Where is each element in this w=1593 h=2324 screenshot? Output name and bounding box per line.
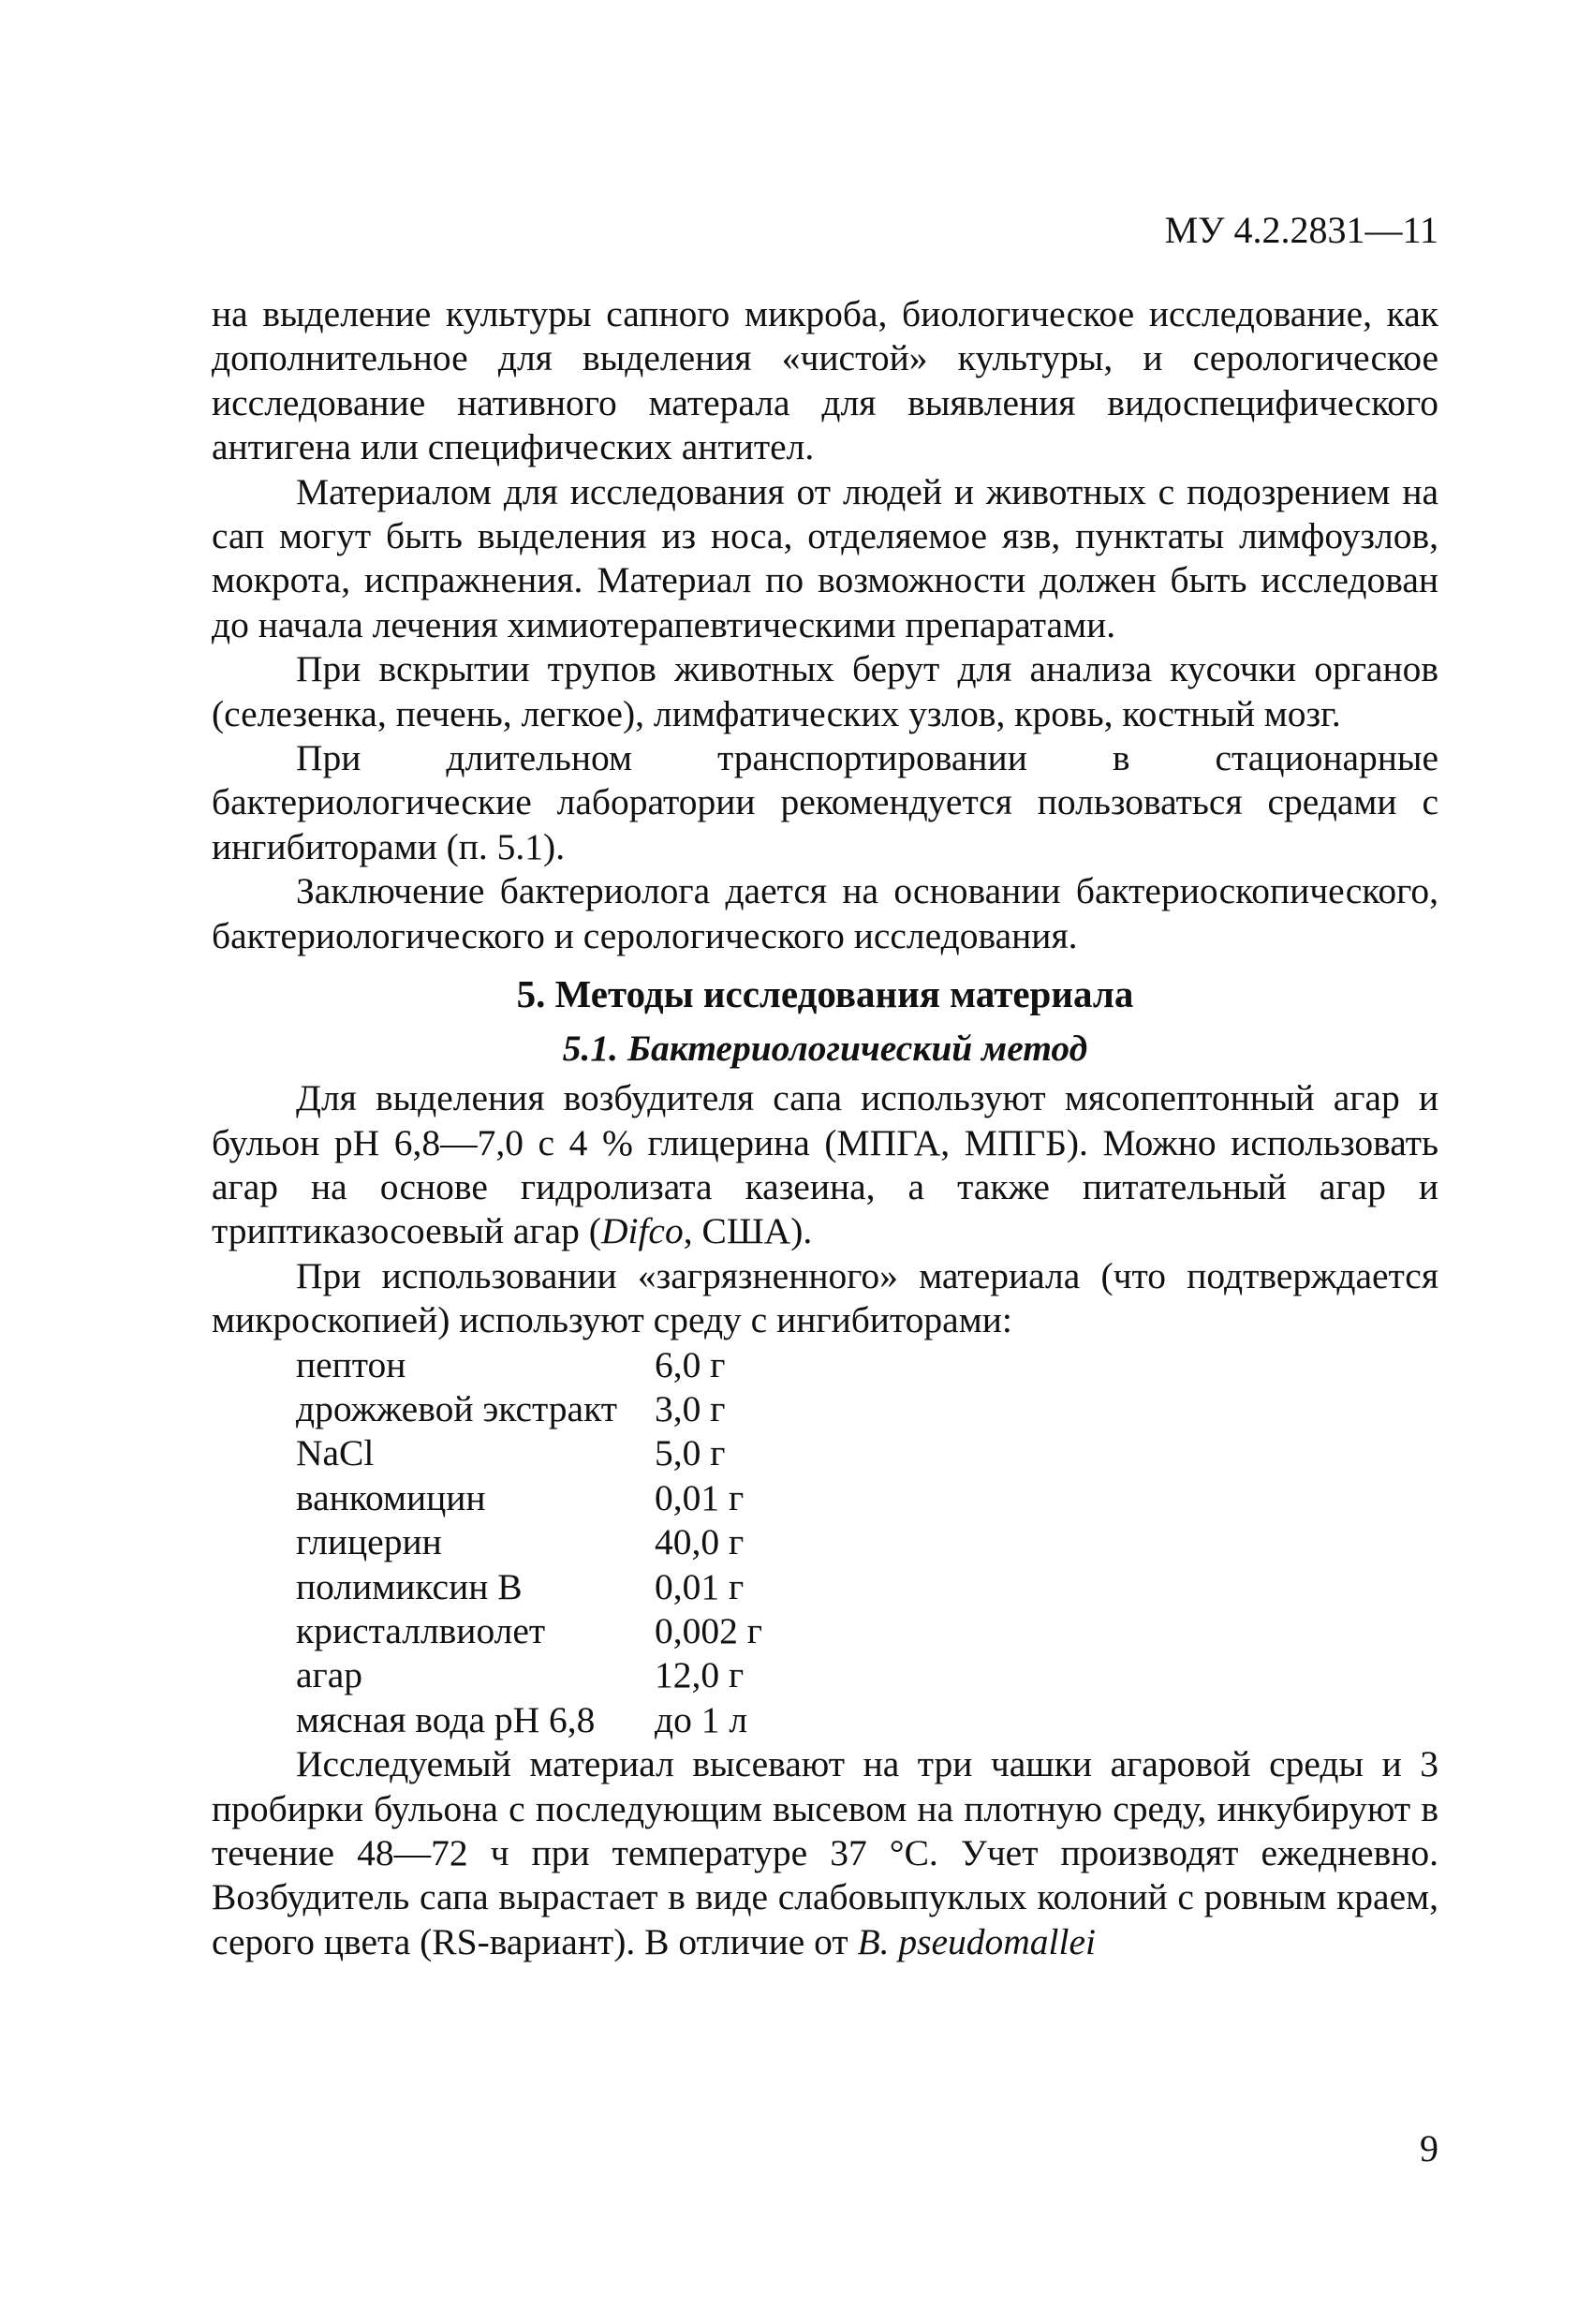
recipe-row [296,1520,762,1564]
paragraph-transport: При длительном транспортировании в стационарные бактериологические лаборатории рекомендуется пользоваться средами с ингибиторами (п. 5.1). [212,737,1438,867]
recipe-ingredient: полимиксин В [296,1565,523,1607]
media-text: Для выделения возбудителя сапа используют мясопептонный агар и бульон рН 6,8—7,0 с 4 % глицерина (МПГА, МПГБ). Можно использовать агар на основе гидролизата казеина, а также питательный агар и триптиказосоевый агар ( [212,1077,1438,1252]
recipe-ingredient: дрожжевой экстракт [296,1387,618,1429]
recipe-amount: 0,01 г [655,1476,745,1518]
recipe-table [296,1343,762,1743]
paragraph-autopsy: При вскрытии трупов животных берут для анализа кусочки органов (селезенка, печень, легкое), лимфатических узлов, кровь, костный мозг. [212,648,1438,734]
recipe-ingredient: мясная вода рН 6,8 [296,1698,596,1740]
species-name: B. pseudomallei [857,1920,1097,1962]
paragraph-inhibitors: При использовании «загрязненного» материала (что подтверждается микроскопией) используют среду с ингибиторами: [212,1254,1438,1341]
recipe-row [296,1698,762,1742]
recipe-ingredient: глицерин [296,1521,442,1563]
recipe-row [296,1653,762,1697]
recipe-row [296,1609,762,1653]
recipe-amount: 6,0 г [655,1343,726,1385]
recipe-ingredient: NaCl [296,1432,375,1474]
recipe-row [296,1343,762,1387]
recipe-ingredient: кристаллвиолет [296,1609,546,1651]
document-body [212,292,1438,1964]
inoculation-text: Исследуемый материал высевают на три чашки агаровой среды и 3 пробирки бульона с последующим высевом на плотную среду, инкубируют в течение 48—72 ч при температуре 37 °С. Учет производят ежедневно. Возбудитель сапа вырастает в виде слабовыпуклых колоний с ровным краем, серого цвета (RS-вариант). В отличие от [212,1743,1438,1962]
recipe-amount: до 1 л [655,1698,748,1740]
recipe-row [296,1476,762,1520]
recipe-row [296,1387,762,1431]
recipe-amount: 0,002 г [655,1609,762,1651]
paragraph-media [212,1076,1438,1254]
document-code-header: МУ 4.2.2831—11 [1164,209,1438,251]
paragraph-conclusion: Заключение бактериолога дается на основании бактериоскопического, бактериологического и серологического исследования. [212,870,1438,956]
subsection-heading: 5.1. Бактериологический метод [562,1028,1088,1070]
recipe-amount: 5,0 г [655,1432,726,1474]
document-page [212,0,1438,2324]
page-number: 9 [1420,2127,1438,2169]
recipe-ingredient: пептон [296,1343,406,1385]
recipe-amount: 12,0 г [655,1654,745,1696]
recipe-ingredient: ванкомицин [296,1476,486,1518]
paragraph-continuation: на выделение культуры сапного микроба, биологическое исследование, как дополнительное для выделения «чистой» культуры, и серологическое исследование нативного матерала для выявления видоспецифического антигена или специфических антител. [212,293,1438,468]
recipe-ingredient: агар [296,1654,363,1696]
recipe-amount: 3,0 г [655,1387,726,1429]
recipe-row [296,1431,762,1475]
recipe-amount: 0,01 г [655,1565,745,1607]
paragraph-inoculation [212,1742,1438,1964]
media-brand: Difco [600,1210,684,1252]
media-text-end: , США). [683,1210,813,1252]
recipe-amount: 40,0 г [655,1521,745,1563]
paragraph-material: Материалом для исследования от людей и животных с подозрением на сап могут быть выделения из носа, отделяемое язв, пунктаты лимфоузлов, мокрота, испражнения. Материал по возможности должен быть исследован до начала лечения химиотерапевтическими препаратами. [212,470,1438,645]
recipe-row [296,1565,762,1609]
section-heading: 5. Методы исследования материала [516,972,1134,1016]
